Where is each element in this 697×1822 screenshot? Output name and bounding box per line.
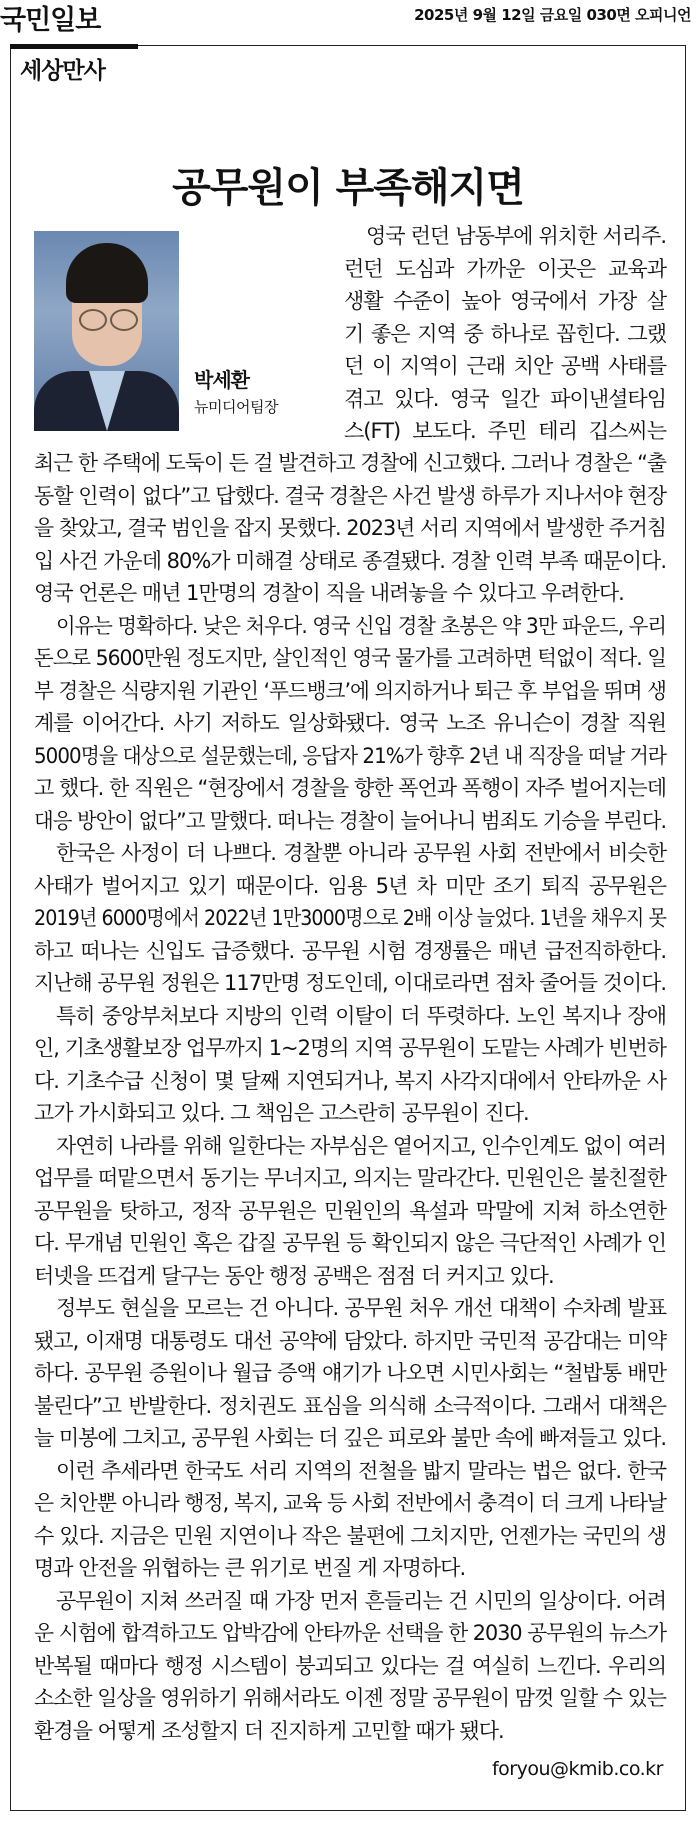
text-line-content: 돈으로 5600만원 정도지만, 살인적인 영국 물가를 고려하면 턱없이 적다. 일 <box>34 646 666 670</box>
text-line <box>34 1715 666 1748</box>
text-line <box>34 1682 666 1715</box>
text-line-content: 부 경찰은 식량지원 기관인 ‘푸드뱅크’에 의지하거나 퇴근 후 부업을 뛰며 생 <box>34 678 666 703</box>
text-line-content: 동할 인력이 없다”고 답했다. 결국 경찰은 사건 발생 하루가 지나서야 현장 <box>34 483 666 508</box>
author-photo <box>34 231 179 431</box>
text-line <box>344 415 666 448</box>
text-line-content: 다. 기초수급 신청이 몇 달째 지연되거나, 복지 사각지대에서 안타까운 사 <box>34 1068 666 1093</box>
text-line <box>34 447 666 480</box>
text-line-content: 사태가 벌어지고 있기 때문이다. 임용 5년 차 미만 조기 퇴직 공무원은 <box>34 873 666 898</box>
text-line <box>34 675 666 708</box>
text-line <box>34 545 666 578</box>
text-line-content: 대응 방안이 없다”고 말했다. 떠나는 경찰이 늘어나니 범죄도 기승을 부린다. <box>34 808 666 833</box>
text-line <box>34 480 666 513</box>
text-line-content: 한국은 사정이 더 나쁘다. 경찰뿐 아니라 공무원 사회 전반에서 비슷한 <box>56 841 666 865</box>
text-line-content: 하고 떠나는 신입도 급증했다. 공무원 시험 경쟁률은 매년 급전직하한다. <box>34 938 666 963</box>
text-line-content: 다. 무개념 민원인 혹은 갑질 공무원 등 확인되지 않은 극단적인 사례가 인 <box>34 1231 666 1255</box>
text-line <box>344 253 666 286</box>
text-line-content: 고 했다. 한 직원은 “현장에서 경찰을 향한 폭언과 폭행이 자주 벌어지는데 <box>34 776 666 800</box>
text-line <box>34 1455 666 1488</box>
text-line-content: 수 있다. 지금은 민원 지연이나 작은 불편에 그치지만, 언젠가는 국민의 생 <box>34 1523 666 1548</box>
text-line-content: 지난해 공무원 정원은 117만명 정도인데, 이대로라면 점차 줄어들 것이다. <box>34 971 666 995</box>
text-line <box>34 1552 666 1585</box>
section-bar <box>10 44 138 49</box>
text-line <box>34 1162 666 1195</box>
text-line-content: 특히 중앙부처보다 지방의 인력 이탈이 더 뚜렷하다. 노인 복지나 장애 <box>56 1003 666 1028</box>
text-line-content: 은 치안뿐 아니라 행정, 복지, 교육 등 사회 전반에서 충격이 더 크게 나타날 <box>34 1491 666 1515</box>
text-line <box>34 1422 666 1455</box>
text-line <box>34 935 666 968</box>
text-line-content: 이유는 명확하다. 낮은 처우다. 영국 신입 경찰 초봉은 약 3만 파운드, 우리 <box>56 613 666 638</box>
text-line-content: 영국 언론은 매년 1만명의 경찰이 직을 내려놓을 수 있다고 우려한다. <box>34 581 624 605</box>
text-line-content: 됐고, 이재명 대통령도 대선 공약에 담았다. 하지만 국민적 공감대는 미약 <box>34 1328 666 1353</box>
text-line <box>34 1292 666 1325</box>
text-line <box>34 1520 666 1553</box>
text-line <box>344 383 666 416</box>
text-line-content: 던 이 지역이 근래 치안 공백 사태를 <box>344 354 666 378</box>
text-line-content: 생활 수준이 높아 영국에서 가장 살 <box>344 289 666 313</box>
text-line-content: 영국 런던 남동부에 위치한 서리주. <box>366 224 666 248</box>
dateline: 2025년 9월 12일 금요일 030면 오피니언 <box>414 6 691 24</box>
text-line <box>34 967 666 1000</box>
text-line <box>34 902 666 935</box>
text-line <box>34 642 666 675</box>
text-line-content: 환경을 어떻게 조성할지 더 진지하게 고민할 때가 됐다. <box>34 1718 504 1743</box>
section-label: 세상만사 <box>20 58 105 84</box>
text-line-content: 5000명을 대상으로 설문했는데, 응답자 21%가 향후 2년 내 직장을 떠날 거라 <box>34 743 666 768</box>
text-line-content: 을 찾았고, 결국 범인을 잡지 못했다. 2023년 서리 지역에서 발생한 주거침 <box>34 516 666 540</box>
text-line <box>344 350 666 383</box>
text-line-content: 최근 한 주택에 도둑이 든 걸 발견하고 경찰에 신고했다. 그러나 경찰은 “출 <box>34 451 666 475</box>
text-line <box>34 805 666 838</box>
text-line <box>34 740 666 773</box>
text-line <box>34 1097 666 1130</box>
text-line <box>344 220 666 253</box>
text-line-content: 인, 기초생활보장 업무까지 1~2명의 지역 공무원이 도맡는 사례가 빈번하 <box>34 1036 666 1060</box>
text-line <box>34 707 666 740</box>
column-box <box>10 45 686 1811</box>
text-line-content: 명과 안전을 위협하는 큰 위기로 번질 게 자명하다. <box>34 1556 466 1580</box>
author-name: 박세환 <box>194 368 249 392</box>
text-line <box>34 1650 666 1683</box>
text-line <box>344 318 666 351</box>
text-line <box>34 772 666 805</box>
article-body-top <box>344 220 666 448</box>
text-line <box>34 837 666 870</box>
text-line-content: 업무를 떠맡으면서 동기는 무너지고, 의지는 말라간다. 민원인은 불친절한 <box>34 1166 666 1190</box>
text-line <box>34 577 666 610</box>
text-line-content: 공무원이 지쳐 쓰러질 때 가장 먼저 흔들리는 건 시민의 일상이다. 어려 <box>56 1588 666 1613</box>
text-line <box>34 1357 666 1390</box>
article-body <box>34 447 666 1747</box>
newspaper-logo: 국민일보 <box>0 5 101 36</box>
text-line-content: 소소한 일상을 영위하기 위해서라도 이젠 정말 공무원이 맘껏 일할 수 있는 <box>34 1686 666 1710</box>
article-title: 공무원이 부족해지면 <box>172 165 524 211</box>
text-line-content: 늘 미봉에 그치고, 공무원 사회는 더 깊은 피로와 불만 속에 빠져들고 있다. <box>34 1426 666 1450</box>
text-line-content: 스(FT) 보도다. 주민 테리 깁스씨는 <box>344 419 666 443</box>
text-line <box>344 285 666 318</box>
text-line-content: 불린다”고 반발한다. 정치권도 표심을 의식해 소극적이다. 그래서 대책은 <box>34 1393 666 1418</box>
text-line <box>34 1260 666 1293</box>
author-title: 뉴미디어팀장 <box>194 398 278 416</box>
text-line <box>34 1487 666 1520</box>
author-email: foryou@kmib.co.kr <box>491 1758 663 1780</box>
text-line-content: 자연히 나라를 위해 일한다는 자부심은 옅어지고, 인수인계도 없이 여러 <box>56 1133 666 1158</box>
text-line <box>34 1032 666 1065</box>
text-line <box>34 1227 666 1260</box>
text-line-content: 겪고 있다. 영국 일간 파이낸셜타임 <box>344 386 666 411</box>
text-line-content: 고가 가시화되고 있다. 그 책임은 고스란히 공무원이 진다. <box>34 1101 529 1125</box>
text-line-content: 입 사건 가운데 80%가 미해결 상태로 종결됐다. 경찰 인력 부족 때문이다. <box>34 548 666 573</box>
text-line <box>34 1390 666 1423</box>
text-line <box>34 512 666 545</box>
text-line-content: 공무원을 탓하고, 정작 공무원은 민원인의 욕설과 막말에 지쳐 하소연한 <box>34 1198 666 1223</box>
text-line <box>34 610 666 643</box>
text-line-content: 하다. 공무원 증원이나 월급 증액 얘기가 나오면 시민사회는 “철밥통 배만 <box>34 1361 666 1385</box>
text-line <box>34 1325 666 1358</box>
text-line-content: 정부도 현실을 모르는 건 아니다. 공무원 처우 개선 대책이 수차례 발표 <box>56 1296 666 1320</box>
text-line <box>34 1130 666 1163</box>
text-line <box>34 1585 666 1618</box>
text-line <box>34 1000 666 1033</box>
text-line <box>34 870 666 903</box>
text-line-content: 이런 추세라면 한국도 서리 지역의 전철을 밟지 말라는 법은 없다. 한국 <box>56 1458 666 1483</box>
text-line-content: 2019년 6000명에서 2022년 1만3000명으로 2배 이상 늘었다. 1년을 채우지 못 <box>34 906 666 930</box>
text-line <box>34 1617 666 1650</box>
text-line-content: 기 좋은 지역 중 하나로 꼽힌다. 그랬 <box>344 321 666 346</box>
text-line-content: 런던 도심과 가까운 이곳은 교육과 <box>344 256 666 281</box>
text-line <box>34 1065 666 1098</box>
text-line-content: 계를 이어간다. 사기 저하도 일상화됐다. 영국 노조 유니슨이 경찰 직원 <box>34 711 666 735</box>
text-line <box>34 1195 666 1228</box>
text-line-content: 반복될 때마다 행정 시스템이 붕괴되고 있다는 걸 여실히 느낀다. 우리의 <box>34 1653 666 1678</box>
text-line-content: 터넷을 뜨겁게 달구는 동안 행정 공백은 점점 더 커지고 있다. <box>34 1263 554 1288</box>
text-line-content: 운 시험에 합격하고도 압박감에 안타까운 선택을 한 2030 공무원의 뉴스가 <box>34 1621 666 1645</box>
